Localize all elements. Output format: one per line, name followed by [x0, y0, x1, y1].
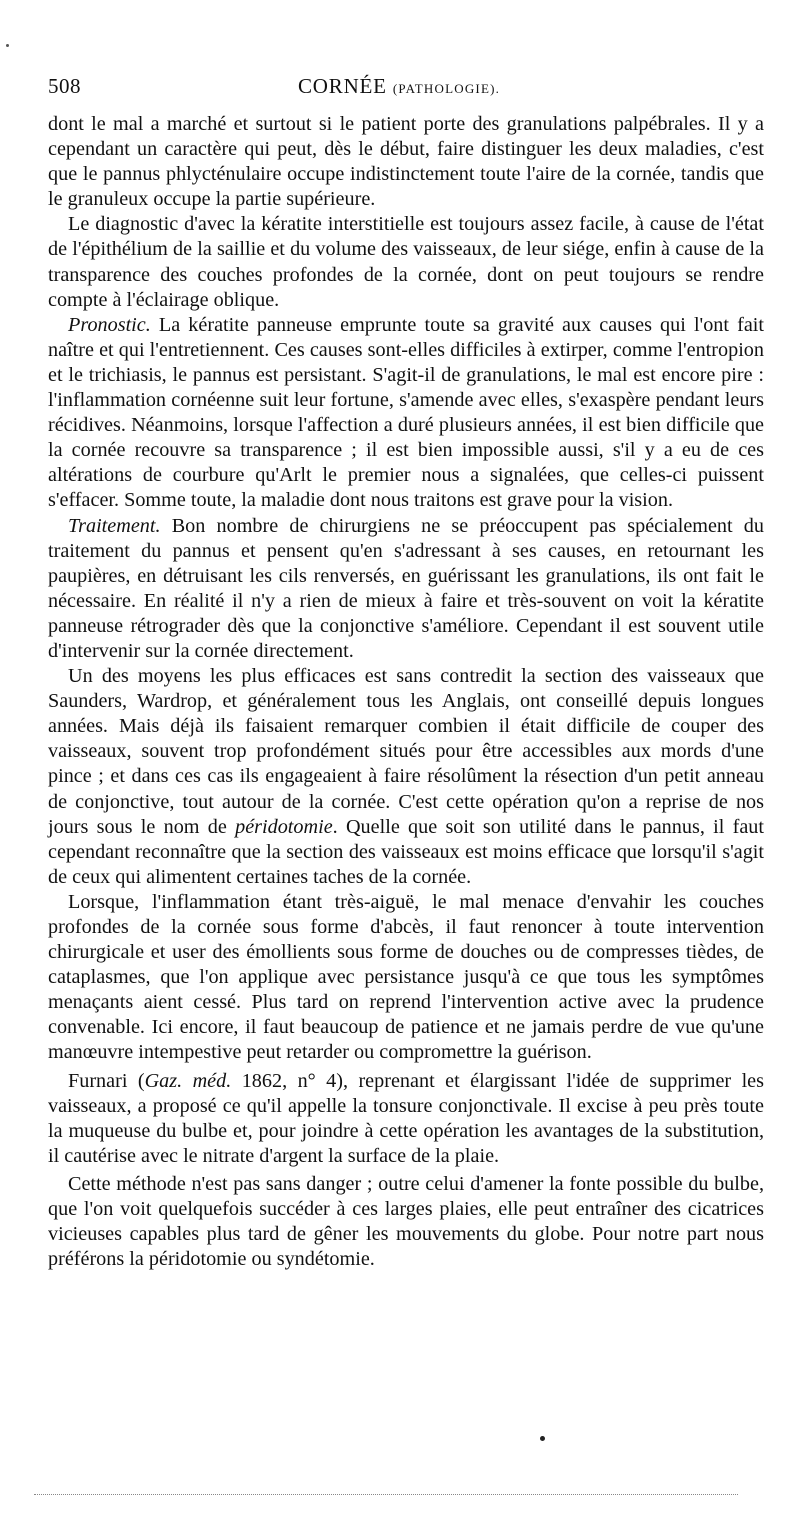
paragraph-furnari-text: 1862, n° 4), reprenant et élargissant l'idée de supprimer les vaisseaux, a proposé ce qu'il appelle la tonsure conjonctivale. Il excise à peu près toute la muqueuse du bulbe et, pour joindre à cette opération les avantages de la substitution, il cautérise avec le nitrate d'argent la surface de la plaie. — [48, 1069, 764, 1167]
paragraph-furnari — [48, 1069, 764, 1169]
paragraph-continuation: dont le mal a marché et surtout si le patient porte des granulations palpébrales. Il y a cependant un caractère qui peut, dès le début, faire distinguer les deux maladies, c'est que le pannus phlycténulaire occupe indistinctement toute l'aire de la cornée, tandis que le granuleux occupe la partie supérieure. — [48, 113, 764, 211]
paragraph-pronostic-text: La kératite panneuse emprunte toute sa gravité aux causes qui l'ont fait naître et qui l'entretiennent. Ces causes sont-elles difficiles à extirper, comme l'entropion et le trichiasis, le pannus est persistant. S'agit-il de granulations, le mal est encore pire : l'inflammation cornéenne suit leur fortune, s'amende avec elles, s'exaspère pendant leurs récidives. Néanmoins, lorsque l'affection a duré plusieurs années, il est bien difficile que la cornée recouvre sa transparence ; il est bien impossible aussi, s'il y a eu de ces altérations de courbure qu'Arlt le premier nous a signalées, que celles-ci puissent s'effacer. Somme toute, la maladie dont nous traitons est grave pour la vision. — [48, 313, 764, 512]
citation-gaz-med: Gaz. méd. — [144, 1069, 232, 1092]
paragraph-conclusion: Cette méthode n'est pas sans danger ; outre celui d'amener la fonte possible du bulbe, que l'on voit quelquefois succéder à ces larges plaies, elle peut entraîner des cicatrices vicieuses capables plus tard de gêner les mouvements du globe. Pour notre part nous préférons la péridotomie ou syndétomie. — [48, 1172, 764, 1271]
section-heading-traitement: Traitement. — [68, 514, 161, 537]
paragraph-section-vaisseaux-end: . Quelle que soit son utilité dans le pannus, il faut cependant reconnaître que la section des vaisseaux est moins efficace que lorsqu'il s'agit de ceux qui alimentent certaines taches de la cornée. — [48, 815, 764, 888]
paragraph-inflammation-aigue: Lorsque, l'inflammation étant très-aiguë, le mal menace d'envahir les couches profondes de la cornée sous forme d'abcès, il faut renoncer à toute intervention chirurgicale et user des émollients sous forme de douches ou de compresses tièdes, de cataplasmes, que l'on applique avec persistance jusqu'à ce que tous les symptômes menaçants aient cessé. Plus tard on reprend l'intervention active avec la prudence convenable. Ici encore, il faut beaucoup de patience et ne jamais perdre de vue qu'une manœuvre intempestive peut retarder ou compromettre la guérison. — [48, 890, 764, 1064]
paragraph-section-vaisseaux-text: Un des moyens les plus efficaces est sans contredit la section des vaisseaux que Saunders, Wardrop, et généralement tous les Anglais, ont conseillé depuis longues années. Mais déjà ils faisaient remarquer combien il était difficile de couper des vaisseaux, souvent trop profondément situés pour être accessibles aux mords d'une pince ; et dans ces cas ils engageaient à faire résolûment la résection d'un petit anneau de conjonctive, tout autour de la cornée. C'est cette opération qu'on a reprise de nos jours sous le nom de — [48, 665, 764, 838]
running-title-main: CORNÉE — [298, 74, 387, 98]
term-peridotomie: péridotomie — [235, 815, 333, 838]
ink-mark — [540, 1436, 545, 1441]
running-title — [298, 74, 500, 99]
paragraph-section-vaisseaux — [48, 664, 764, 890]
book-page — [48, 72, 764, 1272]
paragraph-pronostic — [48, 313, 764, 514]
print-speck — [6, 44, 9, 47]
section-heading-pronostic: Pronostic. — [68, 313, 151, 336]
paragraph-traitement — [48, 514, 764, 665]
page-number: 508 — [48, 74, 81, 98]
running-title-section: (PATHOLOGIE). — [392, 81, 501, 96]
paragraph-furnari-start: Furnari ( — [68, 1069, 145, 1092]
paragraph-diagnostic: Le diagnostic d'avec la kératite interstitielle est toujours assez facile, à cause de l'état de l'épithélium de la saillie et du volume des vaisseaux, de leur siége, enfin à cause de la transparence des couches profondes de la cornée, dont on peut toujours se rendre compte à l'éclairage oblique. — [48, 213, 764, 311]
body-text — [48, 112, 764, 1272]
running-head — [48, 72, 764, 112]
bottom-rule — [34, 1494, 738, 1495]
paragraph-traitement-text: Bon nombre de chirurgiens ne se préoccupent pas spécialement du traitement du pannus et pensent qu'en s'adressant à ses causes, en retournant les paupières, en détruisant les cils renversés, en guérissant les granulations, ils ont fait le nécessaire. En réalité il n'y a rien de mieux à faire et très-souvent on voit la kératite panneuse rétrograder dès que la conjonctive s'améliore. Cependant il est souvent utile d'intervenir sur la cornée directement. — [48, 514, 764, 662]
